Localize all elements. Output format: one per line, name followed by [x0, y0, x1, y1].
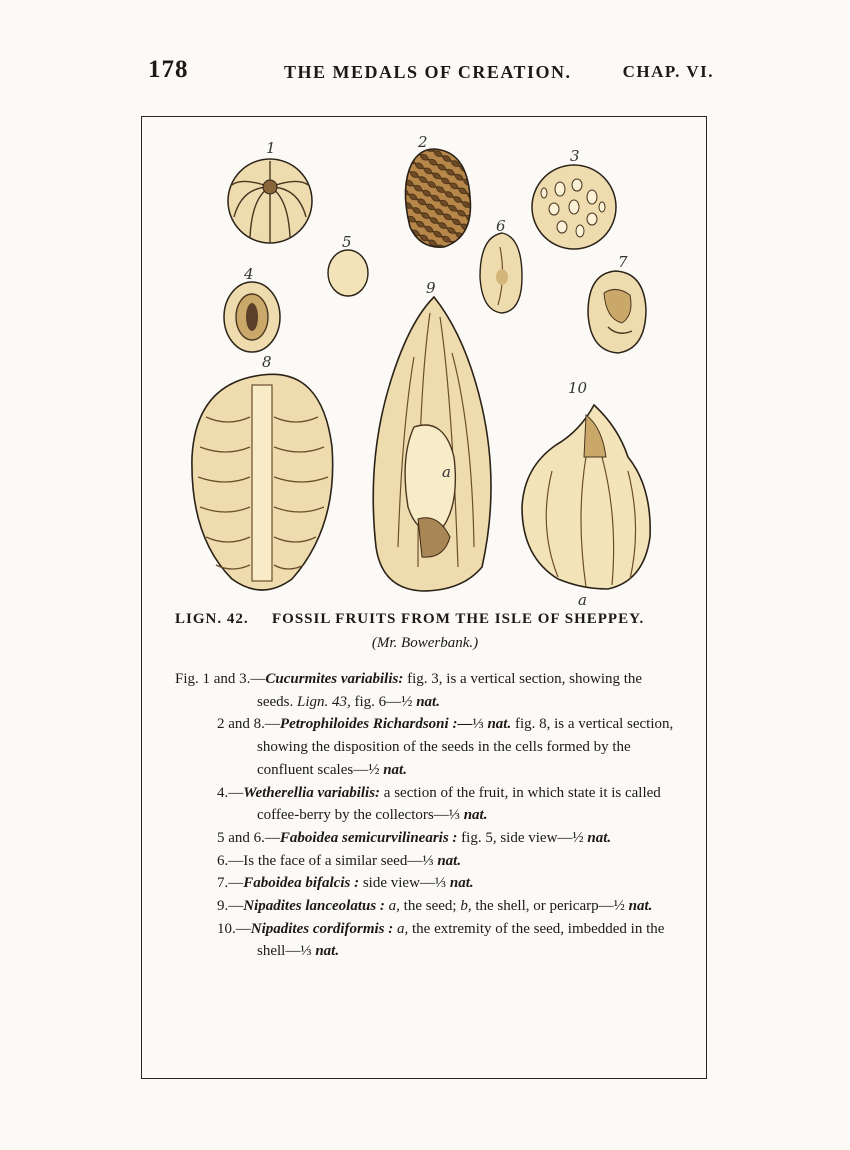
plate-frame [141, 116, 707, 1079]
figure-2-petrophiloides [405, 149, 470, 247]
description-entry: 7.—Faboidea bifalcis : side view—⅓ nat. [217, 875, 474, 892]
chapter-label: CHAP. VI. [622, 62, 714, 81]
figure-4-wetherellia [224, 282, 280, 352]
description-entry: 9.—Nipadites lanceolatus : a, the seed; b, the shell, or pericarp—½ nat. [217, 898, 653, 915]
figure-descriptions [175, 668, 675, 963]
figure-label-8: 8 [262, 353, 272, 371]
description-entry: 6.—Is the face of a similar seed—⅓ nat. [217, 852, 462, 869]
figure-6-faboidea-face [480, 233, 522, 313]
figure-9-nipadites-lanceolatus [373, 297, 491, 591]
caption-credit: (Mr. Bowerbank.) [371, 635, 479, 651]
figure-label-9: 9 [426, 279, 436, 297]
figure-label-3: 3 [570, 147, 580, 165]
description-entry: 10.—Nipadites cordiformis : a, the extremity of the seed, imbedded in the shell—⅓ nat. [217, 920, 665, 960]
fossil-illustration [182, 127, 668, 607]
figure-7-faboidea-bifalcis [588, 271, 646, 353]
description-entry: 2 and 8.—Petrophiloides Richardsoni :—⅓ nat. fig. 8, is a vertical section, showing the disposition of the seeds in the cells formed by the confluent scales—½ nat. [217, 716, 674, 778]
running-header [148, 56, 714, 92]
figure-1-cucurmites [228, 159, 312, 243]
figure-label-7: 7 [618, 253, 628, 271]
running-title: THE MEDALS OF CREATION. [284, 62, 572, 82]
caption-title-line [175, 611, 695, 628]
figure-label-4: 4 [244, 265, 254, 283]
figure-label-1: 1 [266, 139, 276, 157]
figure-3-cucurmites-section [532, 165, 616, 249]
description-entry: Fig. 1 and 3.—Cucurmites variabilis: fig. 3, is a vertical section, showing the seeds. Lign. 43, fig. 6—½ nat. [175, 671, 643, 710]
figure-label-10: 10 [568, 379, 588, 397]
figure-label-2: 2 [418, 133, 428, 151]
figure-10-nipadites-cordiformis [522, 405, 650, 589]
caption-number: LIGN. 42. [175, 611, 249, 627]
page-number: 178 [148, 56, 189, 83]
figure-5-faboidea [328, 250, 368, 296]
figure-8-petrophiloides-section [192, 374, 333, 590]
description-entry: 4.—Wetherellia variabilis: a section of the fruit, in which state it is called coffee-berry by the collectors—⅓ nat. [217, 784, 661, 824]
figure-label-5: 5 [342, 233, 352, 251]
description-entry: 5 and 6.—Faboidea semicurvilinearis : fig. 5, side view—½ nat. [217, 829, 612, 846]
figure-label-10a: a [578, 591, 587, 607]
caption-title: FOSSIL FRUITS FROM THE ISLE OF SHEPPEY. [272, 611, 645, 627]
figure-label-9a: a [442, 463, 451, 481]
figure-label-6: 6 [496, 217, 506, 235]
